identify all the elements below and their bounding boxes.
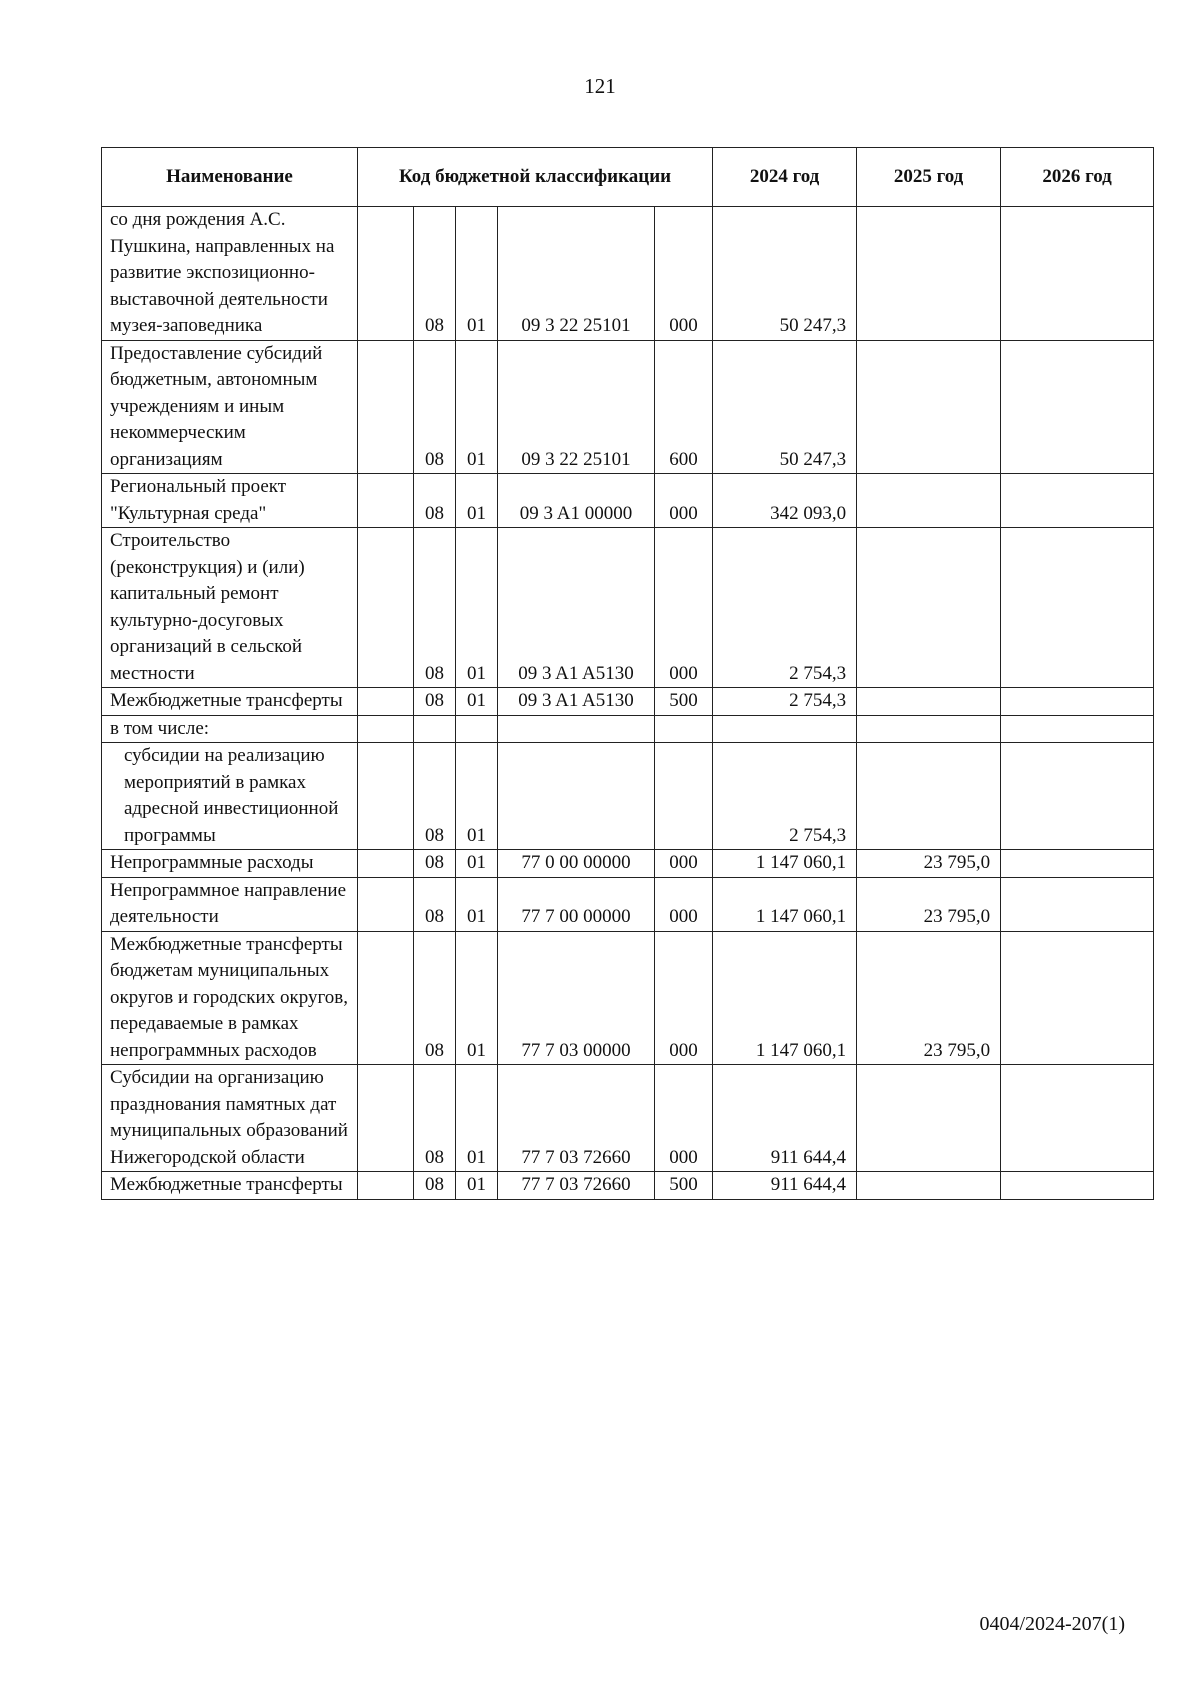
cell-subsection: 01	[456, 207, 498, 341]
cell-2025: 23 795,0	[857, 931, 1001, 1065]
header-2025: 2025 год	[857, 148, 1001, 207]
cell-2025	[857, 207, 1001, 341]
cell-2025: 23 795,0	[857, 850, 1001, 878]
cell-subsection: 01	[456, 850, 498, 878]
cell-name: Межбюджетные трансферты бюджетам муниципальных округов и городских округов, передаваемые в рамках непрограммных расходов	[102, 931, 358, 1065]
table-row	[102, 1172, 1154, 1200]
table-row	[102, 743, 1154, 850]
cell-2026	[1001, 743, 1154, 850]
cell-section: 08	[414, 1065, 456, 1172]
cell-subsection	[456, 715, 498, 743]
cell-name: Непрограммное направление деятельности	[102, 877, 358, 931]
cell-section: 08	[414, 528, 456, 688]
cell-section: 08	[414, 877, 456, 931]
cell-2024: 50 247,3	[713, 340, 857, 474]
cell-code-blank	[358, 931, 414, 1065]
cell-section: 08	[414, 474, 456, 528]
cell-expense-type: 500	[655, 1172, 713, 1200]
table-row	[102, 715, 1154, 743]
cell-target-article: 77 7 03 72660	[498, 1172, 655, 1200]
cell-code-blank	[358, 1172, 414, 1200]
cell-target-article: 09 3 22 25101	[498, 207, 655, 341]
cell-2024: 2 754,3	[713, 528, 857, 688]
cell-2026	[1001, 1065, 1154, 1172]
table-row	[102, 340, 1154, 474]
cell-code-blank	[358, 850, 414, 878]
cell-subsection: 01	[456, 877, 498, 931]
cell-2026	[1001, 340, 1154, 474]
cell-subsection: 01	[456, 1065, 498, 1172]
cell-2026	[1001, 715, 1154, 743]
cell-expense-type: 500	[655, 688, 713, 716]
cell-2026	[1001, 688, 1154, 716]
cell-target-article	[498, 715, 655, 743]
cell-code-blank	[358, 474, 414, 528]
cell-subsection: 01	[456, 743, 498, 850]
cell-2024: 1 147 060,1	[713, 850, 857, 878]
table-row	[102, 850, 1154, 878]
cell-name: со дня рождения А.С. Пушкина, направленных на развитие экспозиционно-выставочной деятельности музея-заповедника	[102, 207, 358, 341]
cell-section: 08	[414, 340, 456, 474]
cell-section: 08	[414, 850, 456, 878]
cell-2025	[857, 340, 1001, 474]
cell-2025	[857, 743, 1001, 850]
cell-expense-type	[655, 715, 713, 743]
cell-expense-type: 000	[655, 474, 713, 528]
cell-2024: 1 147 060,1	[713, 877, 857, 931]
cell-expense-type: 000	[655, 877, 713, 931]
cell-2025: 23 795,0	[857, 877, 1001, 931]
table-row	[102, 931, 1154, 1065]
cell-expense-type: 600	[655, 340, 713, 474]
cell-2025	[857, 715, 1001, 743]
cell-name: Субсидии на организацию празднования памятных дат муниципальных образований Нижегородской области	[102, 1065, 358, 1172]
cell-target-article: 77 7 03 00000	[498, 931, 655, 1065]
cell-2025	[857, 474, 1001, 528]
cell-2026	[1001, 931, 1154, 1065]
cell-2025	[857, 1065, 1001, 1172]
cell-target-article: 77 7 00 00000	[498, 877, 655, 931]
cell-expense-type: 000	[655, 931, 713, 1065]
cell-code-blank	[358, 743, 414, 850]
cell-name: Непрограммные расходы	[102, 850, 358, 878]
cell-subsection: 01	[456, 474, 498, 528]
cell-name: Региональный проект "Культурная среда"	[102, 474, 358, 528]
cell-section: 08	[414, 1172, 456, 1200]
cell-section: 08	[414, 931, 456, 1065]
cell-subsection: 01	[456, 931, 498, 1065]
cell-target-article: 09 3 A1 A5130	[498, 528, 655, 688]
cell-2024: 1 147 060,1	[713, 931, 857, 1065]
cell-code-blank	[358, 715, 414, 743]
table-row	[102, 207, 1154, 341]
document-code: 0404/2024-207(1)	[979, 1613, 1125, 1635]
cell-2024: 2 754,3	[713, 743, 857, 850]
cell-2024	[713, 715, 857, 743]
budget-table	[101, 147, 1154, 1200]
cell-target-article	[498, 743, 655, 850]
cell-code-blank	[358, 207, 414, 341]
cell-name: Межбюджетные трансферты	[102, 688, 358, 716]
cell-section: 08	[414, 688, 456, 716]
cell-2026	[1001, 877, 1154, 931]
table-row	[102, 474, 1154, 528]
cell-expense-type: 000	[655, 1065, 713, 1172]
cell-target-article: 09 3 22 25101	[498, 340, 655, 474]
cell-2026	[1001, 1172, 1154, 1200]
cell-subsection: 01	[456, 528, 498, 688]
cell-2026	[1001, 207, 1154, 341]
cell-2025	[857, 1172, 1001, 1200]
cell-subsection: 01	[456, 688, 498, 716]
cell-2024: 342 093,0	[713, 474, 857, 528]
cell-expense-type: 000	[655, 528, 713, 688]
cell-code-blank	[358, 688, 414, 716]
cell-name: Строительство (реконструкция) и (или) капитальный ремонт культурно-досуговых организаций в сельской местности	[102, 528, 358, 688]
cell-2026	[1001, 528, 1154, 688]
cell-name: Предоставление субсидий бюджетным, автономным учреждениям и иным некоммерческим организациям	[102, 340, 358, 474]
table-row	[102, 1065, 1154, 1172]
cell-2025	[857, 528, 1001, 688]
cell-code-blank	[358, 340, 414, 474]
header-code: Код бюджетной классификации	[358, 148, 713, 207]
cell-2025	[857, 688, 1001, 716]
cell-target-article: 09 3 A1 00000	[498, 474, 655, 528]
cell-2024: 911 644,4	[713, 1065, 857, 1172]
page-number: 121	[584, 74, 616, 98]
cell-code-blank	[358, 877, 414, 931]
cell-2024: 911 644,4	[713, 1172, 857, 1200]
cell-expense-type: 000	[655, 207, 713, 341]
cell-target-article: 77 7 03 72660	[498, 1065, 655, 1172]
header-name: Наименование	[102, 148, 358, 207]
header-2026: 2026 год	[1001, 148, 1154, 207]
table-row	[102, 688, 1154, 716]
table-header-row	[102, 148, 1154, 207]
header-2024: 2024 год	[713, 148, 857, 207]
cell-section: 08	[414, 207, 456, 341]
cell-subsection: 01	[456, 340, 498, 474]
cell-name: Межбюджетные трансферты	[102, 1172, 358, 1200]
cell-2024: 2 754,3	[713, 688, 857, 716]
cell-section: 08	[414, 743, 456, 850]
table-row	[102, 877, 1154, 931]
cell-expense-type: 000	[655, 850, 713, 878]
table-row	[102, 528, 1154, 688]
cell-subsection: 01	[456, 1172, 498, 1200]
cell-2026	[1001, 850, 1154, 878]
table-body	[102, 207, 1154, 1200]
cell-section	[414, 715, 456, 743]
cell-2024: 50 247,3	[713, 207, 857, 341]
cell-2026	[1001, 474, 1154, 528]
cell-code-blank	[358, 528, 414, 688]
cell-expense-type	[655, 743, 713, 850]
cell-name: в том числе:	[102, 715, 358, 743]
cell-name: субсидии на реализацию мероприятий в рамках адресной инвестиционной программы	[102, 743, 358, 850]
cell-code-blank	[358, 1065, 414, 1172]
cell-target-article: 09 3 A1 A5130	[498, 688, 655, 716]
cell-target-article: 77 0 00 00000	[498, 850, 655, 878]
